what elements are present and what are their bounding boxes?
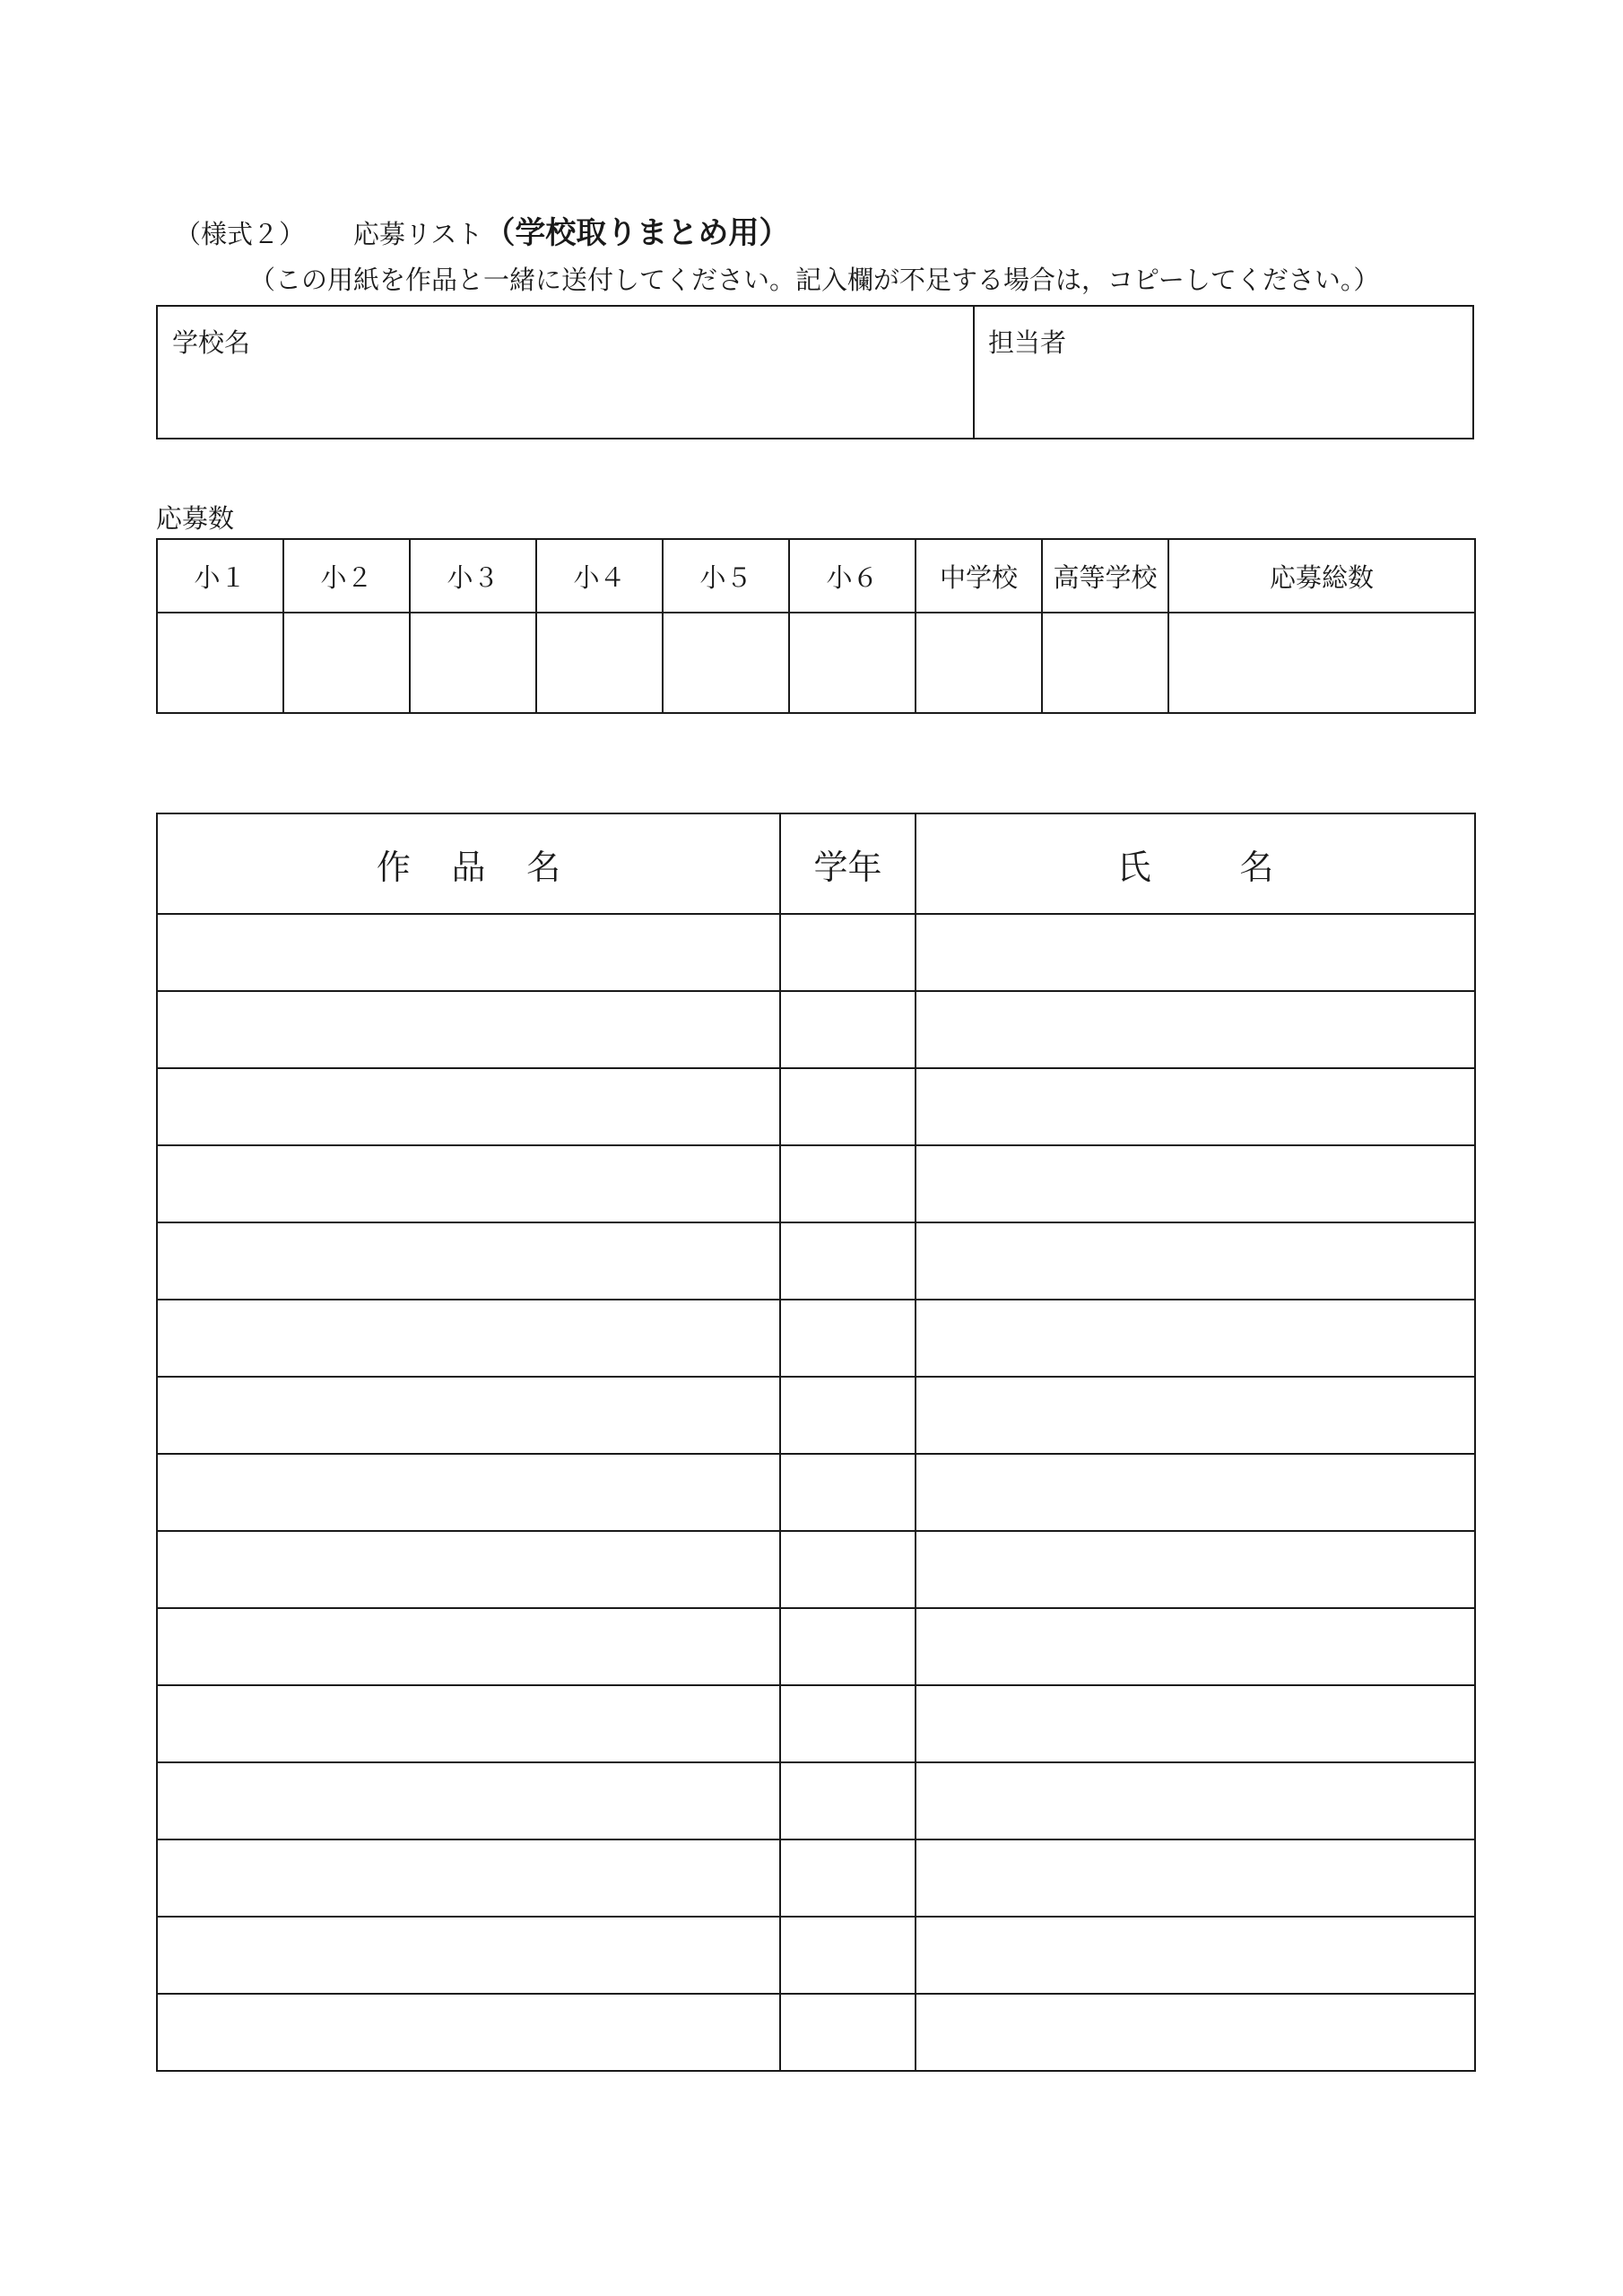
name-header <box>916 813 1475 914</box>
work-name-cell[interactable] <box>157 1145 780 1222</box>
entry-header-row <box>157 813 1475 914</box>
grade-cell[interactable] <box>780 991 916 1068</box>
work-name-header <box>157 813 780 914</box>
grade-header <box>780 813 916 914</box>
entry-rows <box>157 914 1475 2071</box>
work-name-cell[interactable] <box>157 1917 780 1994</box>
instruction-note: （この用紙を作品と一緒に送付してください。記入欄が不足する場合は，コピーしてください。） <box>249 265 1380 295</box>
school-info-box <box>156 305 1474 439</box>
table-row <box>157 1839 1475 1917</box>
table-row <box>157 1685 1475 1762</box>
grade-cell[interactable] <box>780 1762 916 1839</box>
work-name-cell[interactable] <box>157 991 780 1068</box>
student-name-cell[interactable] <box>916 1994 1475 2071</box>
work-name-cell[interactable] <box>157 1762 780 1839</box>
table-row <box>157 1994 1475 2071</box>
grade-cell[interactable] <box>780 1300 916 1377</box>
count-value-cell[interactable] <box>1042 613 1168 713</box>
grade-cell[interactable] <box>780 1994 916 2071</box>
grade-cell[interactable] <box>780 1608 916 1685</box>
grade-cell[interactable] <box>780 1377 916 1454</box>
entry-count-label: 応募数 <box>156 503 235 534</box>
student-name-cell[interactable] <box>916 1454 1475 1531</box>
student-name-cell[interactable] <box>916 1917 1475 1994</box>
student-name-cell[interactable] <box>916 1839 1475 1917</box>
count-header-cell: 高等学校 <box>1042 539 1168 613</box>
table-row <box>157 914 1475 991</box>
table-row <box>157 1300 1475 1377</box>
count-value-cell[interactable] <box>283 613 410 713</box>
student-name-cell[interactable] <box>916 1531 1475 1608</box>
table-row <box>157 1917 1475 1994</box>
work-name-cell[interactable] <box>157 1300 780 1377</box>
grade-cell[interactable] <box>780 1222 916 1300</box>
work-name-cell[interactable] <box>157 1454 780 1531</box>
grade-cell[interactable] <box>780 1917 916 1994</box>
work-name-cell[interactable] <box>157 1222 780 1300</box>
list-subtitle: （学校取りまとめ用） <box>484 215 790 251</box>
work-name-cell[interactable] <box>157 1608 780 1685</box>
student-name-cell[interactable] <box>916 1300 1475 1377</box>
name-header-label: 氏名 <box>1116 847 1363 887</box>
work-name-cell[interactable] <box>157 914 780 991</box>
form-title <box>175 208 789 255</box>
count-value-cell[interactable] <box>916 613 1042 713</box>
grade-cell[interactable] <box>780 1068 916 1145</box>
grade-header-label: 学年 <box>813 847 882 887</box>
table-row <box>157 1068 1475 1145</box>
table-row <box>157 991 1475 1068</box>
student-name-cell[interactable] <box>916 1762 1475 1839</box>
work-name-cell[interactable] <box>157 1994 780 2071</box>
table-row <box>157 1608 1475 1685</box>
work-name-cell[interactable] <box>157 1531 780 1608</box>
student-name-cell[interactable] <box>916 1145 1475 1222</box>
count-header-cell: 中学校 <box>916 539 1042 613</box>
grade-cell[interactable] <box>780 1685 916 1762</box>
count-header-cell: 小２ <box>283 539 410 613</box>
form-number: （様式２） <box>175 219 306 249</box>
count-value-cell[interactable] <box>789 613 916 713</box>
work-name-header-label: 作品名 <box>376 847 602 887</box>
count-value-cell[interactable] <box>663 613 789 713</box>
student-name-cell[interactable] <box>916 1377 1475 1454</box>
student-name-cell[interactable] <box>916 1222 1475 1300</box>
count-header-cell: 応募総数 <box>1168 539 1475 613</box>
grade-cell[interactable] <box>780 1839 916 1917</box>
person-in-charge-label: 担当者 <box>988 327 1067 358</box>
student-name-cell[interactable] <box>916 1068 1475 1145</box>
table-row <box>157 1145 1475 1222</box>
info-box-divider <box>973 307 975 438</box>
count-value-cell[interactable] <box>536 613 663 713</box>
count-header-row <box>157 539 1475 613</box>
count-value-cell[interactable] <box>410 613 536 713</box>
count-value-cell[interactable] <box>157 613 283 713</box>
count-header-cell: 小６ <box>789 539 916 613</box>
count-value-cell[interactable] <box>1168 613 1475 713</box>
work-name-cell[interactable] <box>157 1685 780 1762</box>
table-row <box>157 1222 1475 1300</box>
work-name-cell[interactable] <box>157 1839 780 1917</box>
grade-cell[interactable] <box>780 914 916 991</box>
grade-cell[interactable] <box>780 1531 916 1608</box>
table-row <box>157 1531 1475 1608</box>
table-row <box>157 1377 1475 1454</box>
student-name-cell[interactable] <box>916 914 1475 991</box>
count-header-cell: 小１ <box>157 539 283 613</box>
count-header-cell: 小３ <box>410 539 536 613</box>
count-value-row <box>157 613 1475 713</box>
entry-list-table <box>156 813 1476 2072</box>
table-row <box>157 1454 1475 1531</box>
work-name-cell[interactable] <box>157 1068 780 1145</box>
school-name-label: 学校名 <box>172 327 251 358</box>
count-header-cell: 小５ <box>663 539 789 613</box>
entry-count-table <box>156 538 1476 714</box>
table-row <box>157 1762 1475 1839</box>
grade-cell[interactable] <box>780 1145 916 1222</box>
work-name-cell[interactable] <box>157 1377 780 1454</box>
count-header-cell: 小４ <box>536 539 663 613</box>
grade-cell[interactable] <box>780 1454 916 1531</box>
list-title: 応募リスト <box>353 219 483 249</box>
student-name-cell[interactable] <box>916 1685 1475 1762</box>
student-name-cell[interactable] <box>916 991 1475 1068</box>
student-name-cell[interactable] <box>916 1608 1475 1685</box>
